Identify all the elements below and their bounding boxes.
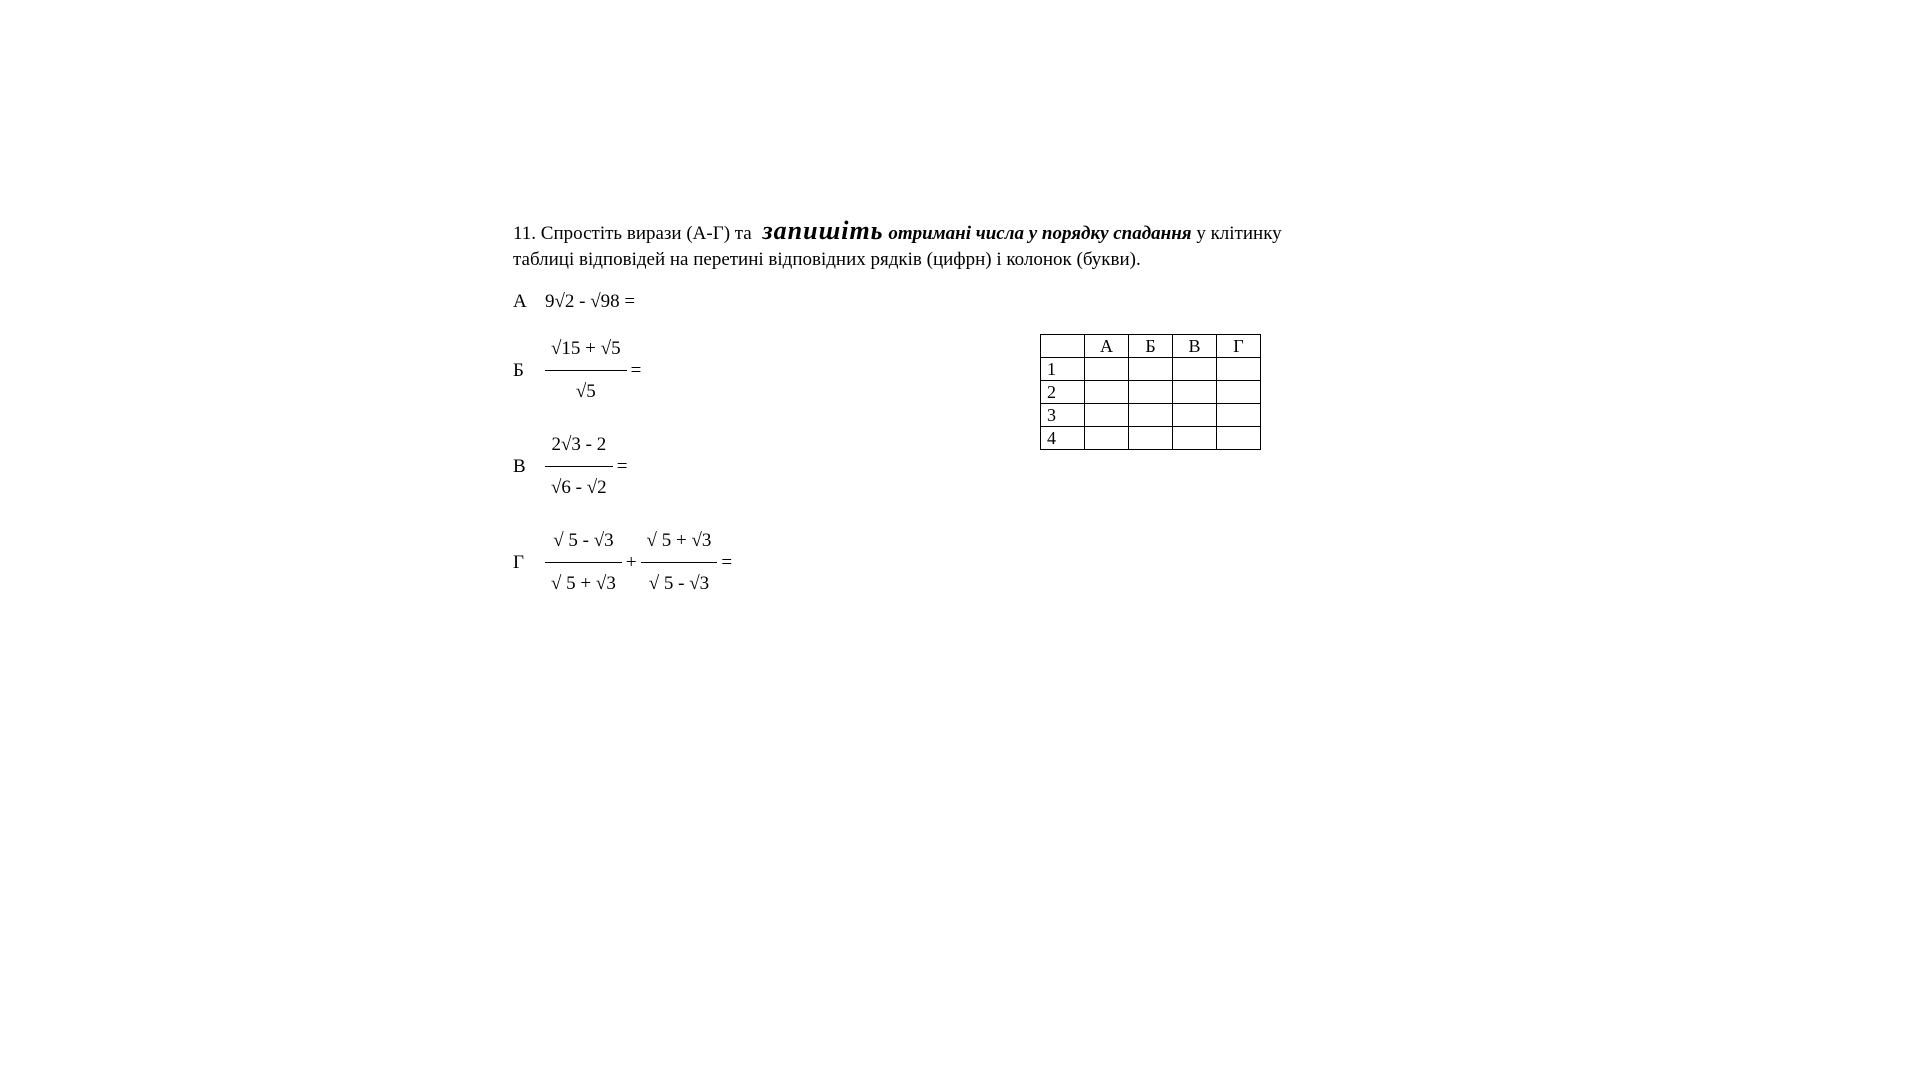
answer-table-row	[1041, 381, 1261, 404]
problem-statement	[513, 218, 1413, 273]
answer-cell[interactable]	[1129, 404, 1173, 427]
answer-cell[interactable]	[1217, 381, 1261, 404]
answer-cell[interactable]	[1085, 404, 1129, 427]
answer-table-row	[1041, 427, 1261, 450]
fraction-numerator: √ 5 - √3	[553, 530, 614, 551]
answer-cell[interactable]	[1085, 358, 1129, 381]
instruction-text-start: Спростіть вирази (А-Г) та	[540, 223, 752, 244]
equals-sign: =	[616, 455, 628, 477]
answer-cell[interactable]	[1173, 358, 1217, 381]
row-header: 1	[1041, 358, 1085, 381]
expression-letter: Б	[513, 359, 524, 381]
equals-sign: =	[721, 551, 733, 573]
expression-letter: А	[513, 290, 527, 312]
answer-cell[interactable]	[1217, 427, 1261, 450]
answer-cell[interactable]	[1173, 381, 1217, 404]
row-header: 3	[1041, 404, 1085, 427]
expression-a	[513, 290, 637, 313]
expression-d	[513, 530, 734, 595]
expression-letter: Г	[513, 551, 524, 573]
fraction-numerator: √15 + √5	[551, 338, 621, 359]
answer-cell[interactable]	[1129, 358, 1173, 381]
fraction-denominator: √5	[575, 381, 596, 402]
problem-number: 11.	[513, 223, 537, 244]
answer-cell[interactable]	[1173, 404, 1217, 427]
column-header: Б	[1129, 335, 1173, 358]
fraction-numerator: 2√3 - 2	[551, 434, 607, 455]
column-header: А	[1085, 335, 1129, 358]
answer-table-row	[1041, 358, 1261, 381]
answer-cell[interactable]	[1173, 427, 1217, 450]
answer-cell[interactable]	[1085, 381, 1129, 404]
answer-table-header-row	[1041, 335, 1261, 358]
row-header: 4	[1041, 427, 1085, 450]
answer-cell[interactable]	[1085, 427, 1129, 450]
expression-a-body: 9√2 - √98 =	[545, 290, 636, 312]
instruction-emphasis-write: запишіть	[762, 216, 884, 245]
answer-cell[interactable]	[1217, 404, 1261, 427]
answer-table-row	[1041, 404, 1261, 427]
answer-cell[interactable]	[1217, 358, 1261, 381]
fraction	[545, 338, 627, 403]
answer-cell[interactable]	[1129, 427, 1173, 450]
column-header: Г	[1217, 335, 1261, 358]
equals-sign: =	[630, 359, 642, 381]
plus-sign: +	[625, 551, 637, 573]
fraction	[545, 530, 622, 595]
expression-c	[513, 434, 629, 499]
answer-table-corner	[1041, 335, 1085, 358]
instruction-text-end: у клітинку	[1196, 223, 1282, 244]
expression-b	[513, 338, 643, 403]
fraction-denominator: √ 5 - √3	[648, 573, 710, 594]
instruction-line-1	[513, 218, 1413, 247]
answer-table	[1040, 334, 1261, 450]
instruction-emphasis-order: отримані числа у порядку спадання	[888, 223, 1192, 244]
fraction-denominator: √ 5 + √3	[551, 573, 616, 594]
fraction	[641, 530, 718, 595]
column-header: В	[1173, 335, 1217, 358]
answer-cell[interactable]	[1129, 381, 1173, 404]
row-header: 2	[1041, 381, 1085, 404]
instruction-line-2: таблиці відповідей на перетині відповідних рядків (цифрн) і колонок (букви).	[513, 249, 1141, 270]
fraction-denominator: √6 - √2	[551, 477, 607, 498]
fraction	[545, 434, 613, 499]
expression-letter: В	[513, 455, 526, 477]
fraction-numerator: √ 5 + √3	[646, 530, 712, 551]
